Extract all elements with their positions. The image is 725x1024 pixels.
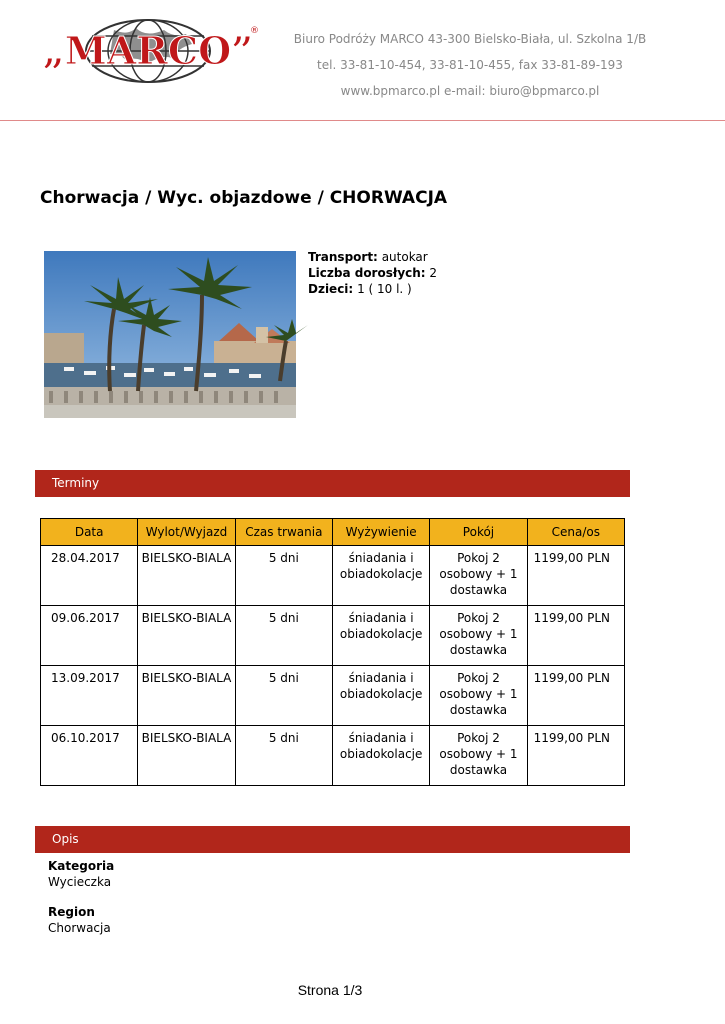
cell-duration: 5 dni (235, 666, 332, 726)
section-header-terms: Terminy (35, 470, 630, 497)
page-number: Strona 1/3 (297, 982, 363, 998)
svg-text:®: ® (250, 26, 259, 36)
cell-room: Pokoj 2 osobowy + 1 dostawka (430, 546, 527, 606)
table-header-row (41, 519, 625, 546)
detail-value: 1 ( 10 l. ) (357, 282, 412, 296)
cell-departure: BIELSKO-BIALA (138, 606, 235, 666)
company-logo (36, 18, 258, 84)
cell-date: 06.10.2017 (41, 726, 138, 786)
tour-photo (44, 251, 296, 418)
cell-price: 1199,00 PLN (527, 726, 624, 786)
cell-room: Pokoj 2 osobowy + 1 dostawka (430, 666, 527, 726)
cell-price: 1199,00 PLN (527, 666, 624, 726)
detail-value: 2 (429, 266, 438, 280)
cell-date: 09.06.2017 (41, 606, 138, 666)
detail-label: Transport: (308, 250, 378, 264)
category-value: Wycieczka (48, 875, 112, 889)
detail-children (308, 281, 437, 297)
company-address: Biuro Podróży MARCO 43-300 Bielsko-Biała, ul. Szkolna 1/B (293, 32, 647, 46)
table-row (41, 726, 625, 786)
cell-duration: 5 dni (235, 546, 332, 606)
col-header-meals: Wyżywienie (332, 519, 429, 546)
category-label: Kategoria (48, 859, 115, 873)
cell-duration: 5 dni (235, 606, 332, 666)
header-divider (0, 120, 725, 121)
description-category (48, 858, 114, 890)
region-value: Chorwacja (48, 921, 111, 935)
cell-price: 1199,00 PLN (527, 546, 624, 606)
col-header-departure: Wylot/Wyjazd (138, 519, 235, 546)
cell-meals: śniadania i obiadokolacje (332, 546, 429, 606)
terms-table (40, 518, 625, 786)
detail-label: Dzieci: (308, 282, 354, 296)
logo-text: „MARCO” (42, 28, 254, 73)
section-header-description: Opis (35, 826, 630, 853)
detail-value: autokar (381, 250, 428, 264)
page-title: Chorwacja / Wyc. objazdowe / CHORWACJA (40, 188, 448, 208)
detail-adults (308, 265, 437, 281)
company-phone: tel. 33-81-10-454, 33-81-10-455, fax 33-81-89-193 (317, 58, 623, 72)
cell-date: 28.04.2017 (41, 546, 138, 606)
detail-transport (308, 249, 437, 265)
table-row (41, 606, 625, 666)
col-header-duration: Czas trwania (235, 519, 332, 546)
company-info (280, 26, 660, 104)
cell-date: 13.09.2017 (41, 666, 138, 726)
cell-meals: śniadania i obiadokolacje (332, 726, 429, 786)
detail-label: Liczba dorosłych: (308, 266, 426, 280)
region-label: Region (48, 905, 95, 919)
table-row (41, 666, 625, 726)
cell-meals: śniadania i obiadokolacje (332, 606, 429, 666)
cell-departure: BIELSKO-BIALA (138, 546, 235, 606)
cell-departure: BIELSKO-BIALA (138, 666, 235, 726)
cell-room: Pokoj 2 osobowy + 1 dostawka (430, 606, 527, 666)
tour-details (308, 249, 437, 297)
logo-globe-icon (36, 18, 258, 84)
cell-room: Pokoj 2 osobowy + 1 dostawka (430, 726, 527, 786)
col-header-room: Pokój (430, 519, 527, 546)
cell-price: 1199,00 PLN (527, 606, 624, 666)
description-region (48, 904, 111, 936)
col-header-date: Data (41, 519, 138, 546)
cell-meals: śniadania i obiadokolacje (332, 666, 429, 726)
company-web-email: www.bpmarco.pl e-mail: biuro@bpmarco.pl (340, 84, 600, 98)
col-header-price: Cena/os (527, 519, 624, 546)
table-row (41, 546, 625, 606)
cell-departure: BIELSKO-BIALA (138, 726, 235, 786)
cell-duration: 5 dni (235, 726, 332, 786)
